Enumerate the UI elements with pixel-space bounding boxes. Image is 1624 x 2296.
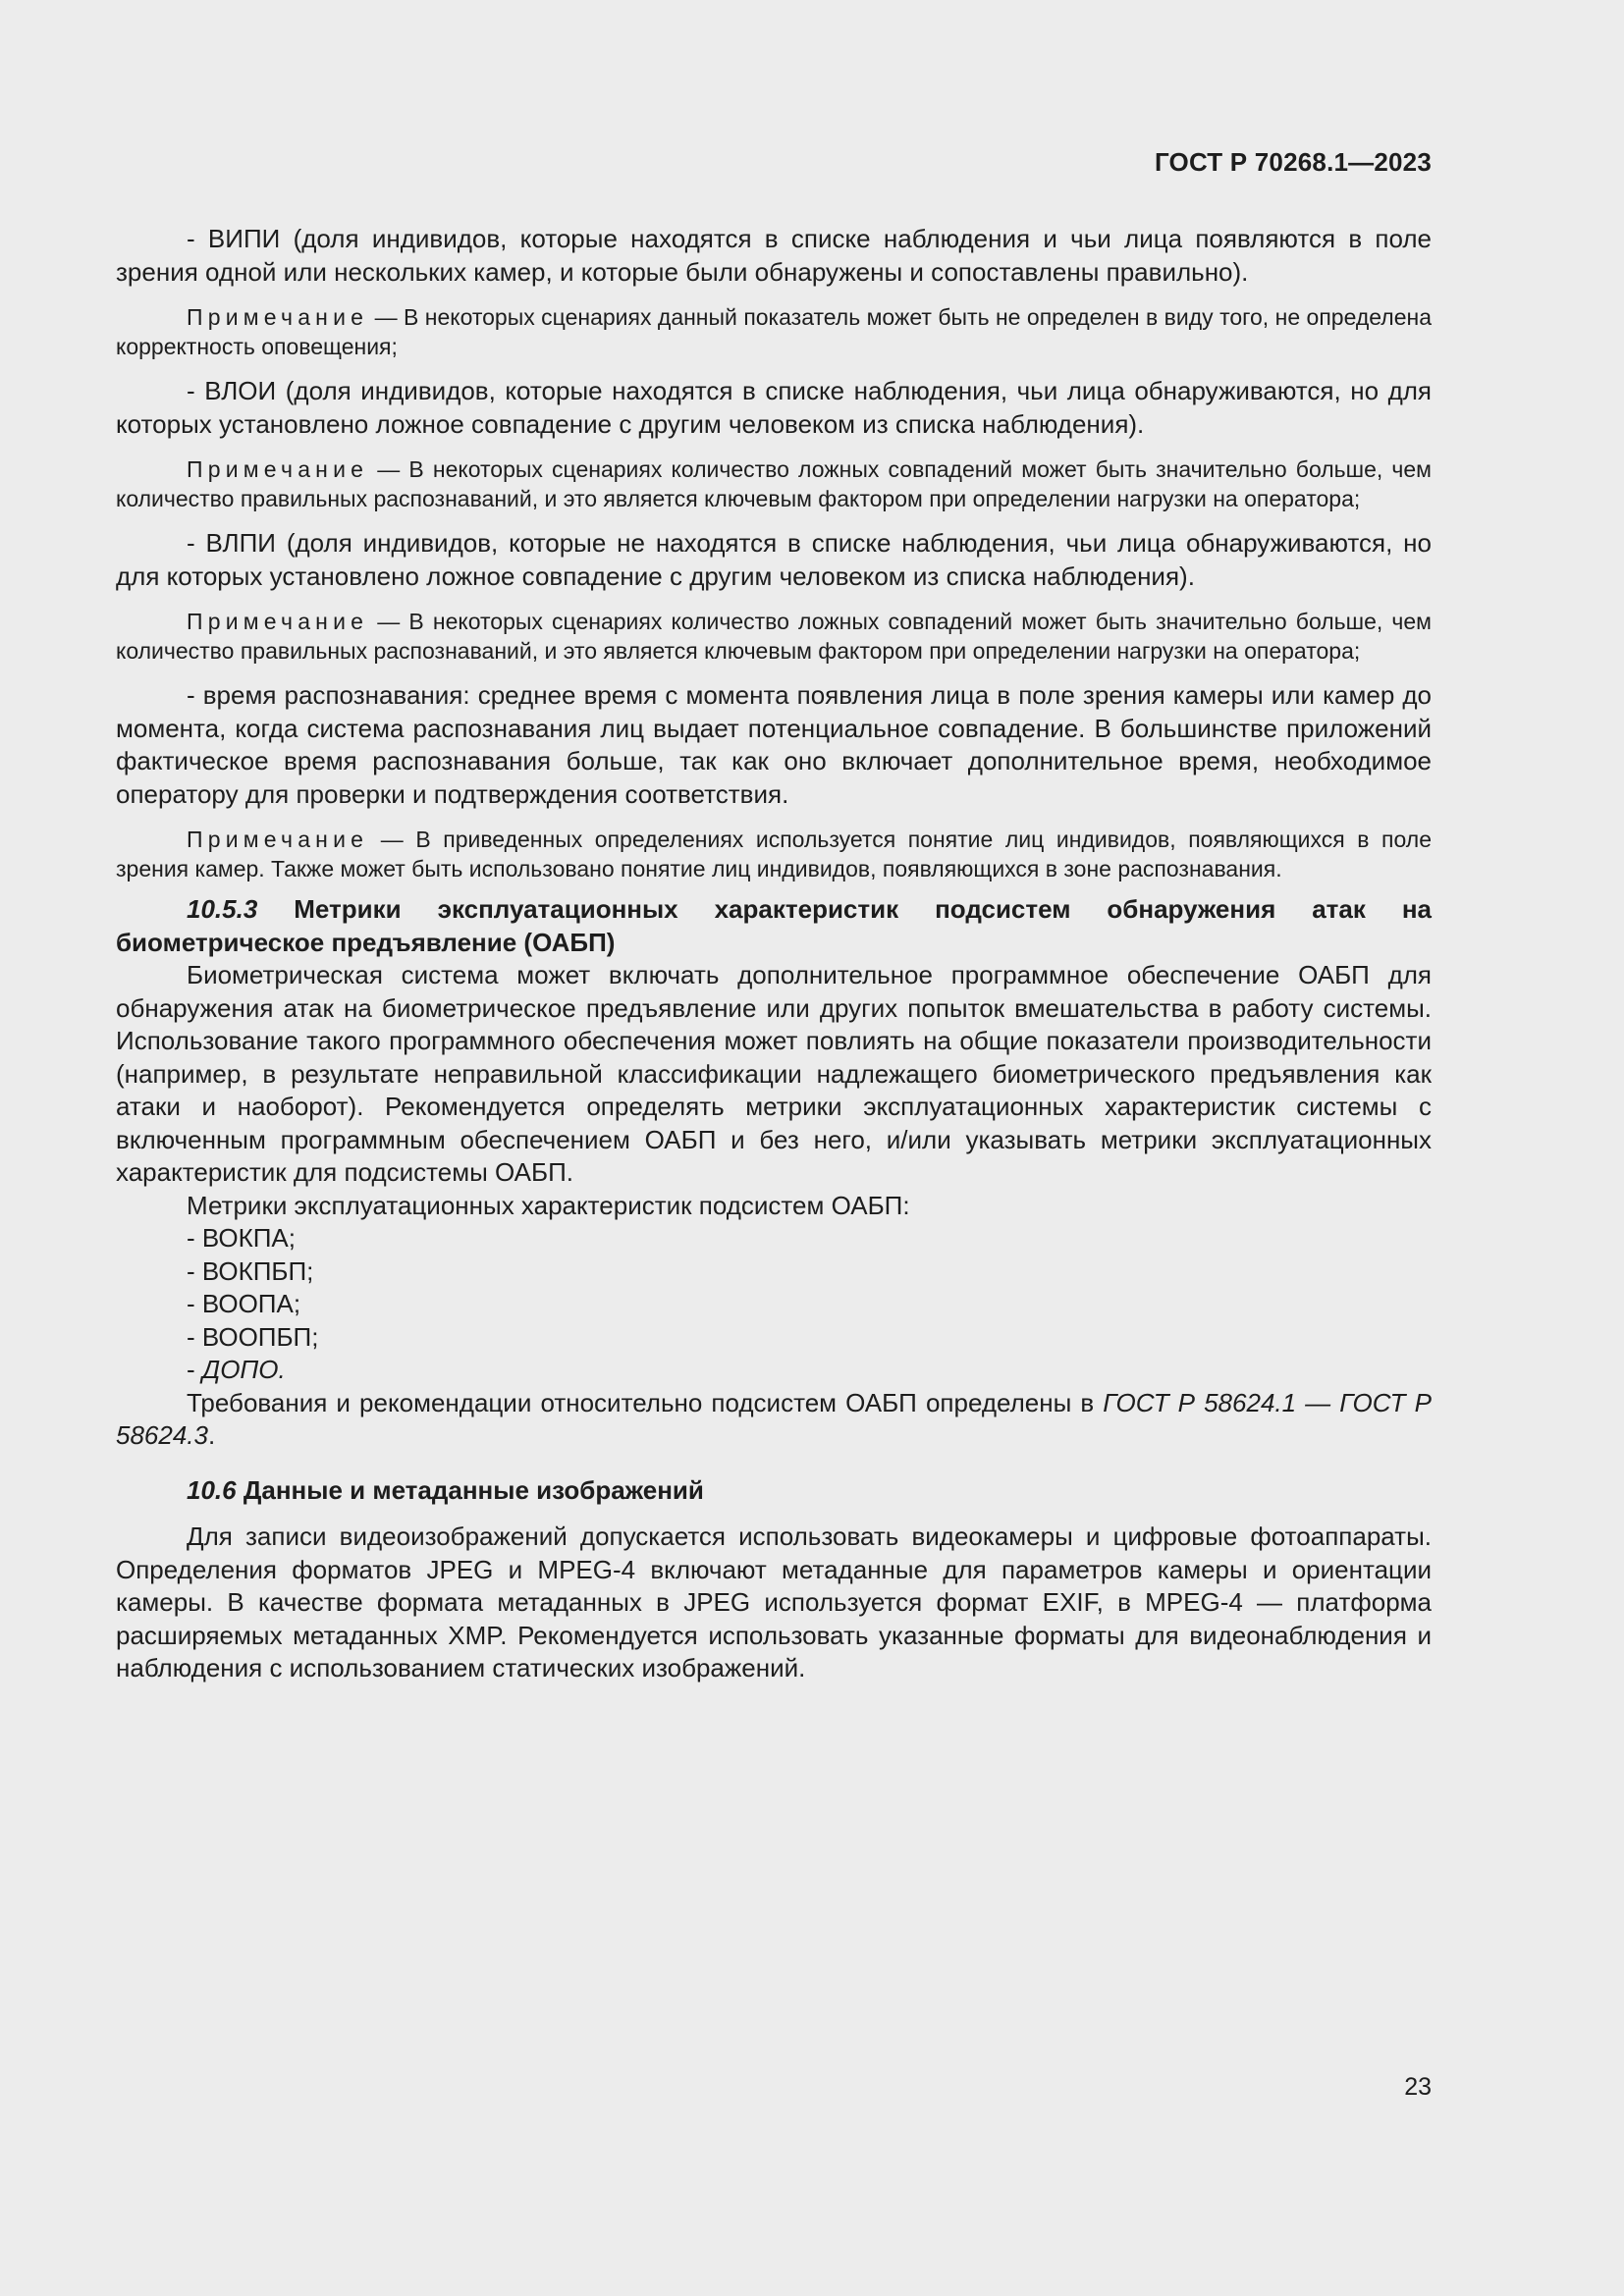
note-2 <box>116 454 1432 513</box>
requirements-text: Требования и рекомендации относительно подсистем ОАБП определены в <box>187 1387 1104 1417</box>
paragraph-image-metadata: Для записи видеоизображений допускается использовать видеокамеры и цифровые фотоаппараты. Определения форматов JPEG и MPEG-4 включают метаданные для параметров камеры и ориентации камеры. В качестве формата метаданных в JPEG используется формат EXIF, в MPEG-4 — платформа расширяемых метаданных XMP. Рекомендуется использовать указанные форматы для видеонаблюдения и наблюдения с использованием статических изображений. <box>116 1522 1432 1682</box>
section-heading-10-5-3 <box>116 893 1432 959</box>
note-text: — В приведенных определениях используется понятие лиц индивидов, появляющихся в поле зрения камер. Также может быть использовано понятие лиц индивидов, появляющихся в зоне распознавания. <box>116 827 1433 881</box>
paragraph-recognition-time: - время распознавания: среднее время с момента появления лица в поле зрения камеры или камер до момента, когда система распознавания лиц выдает потенциальное совпадение. В большинстве приложений фактическое время распознавания больше, так как оно включает дополнительное время, необходимое оператору для проверки и подтверждения соответствия. <box>116 680 1432 809</box>
list-item: - ВОКПА; <box>187 1223 296 1253</box>
list-item <box>116 1354 1432 1387</box>
section-title: Метрики эксплуатационных характеристик подсистем обнаружения атак на биометрическое предъявление (ОАБП) <box>116 894 1432 957</box>
oabp-metrics-list <box>116 1222 1432 1387</box>
paragraph-vloi: - ВЛОИ (доля индивидов, которые находятся в списке наблюдения, чьи лица обнаруживаются, но для которых установлено ложное совпадение с другим человеком из списка наблюдения). <box>116 376 1432 439</box>
section-heading-10-6 <box>116 1474 1432 1508</box>
paragraph-oabp-requirements <box>116 1387 1432 1453</box>
section-number: 10.6 <box>187 1474 237 1505</box>
list-item: - ВОКПБП; <box>187 1255 314 1286</box>
note-3 <box>116 607 1432 666</box>
note-label: Примечание <box>187 304 369 330</box>
requirements-end: . <box>207 1420 216 1450</box>
paragraph-oabp-metrics-lead: Метрики эксплуатационных характеристик подсистем ОАБП: <box>187 1190 910 1220</box>
page-content <box>116 223 1432 1685</box>
document-header: ГОСТ Р 70268.1—2023 <box>1154 147 1432 177</box>
note-label: Примечание <box>187 456 369 482</box>
list-item: - ВООПА; <box>187 1289 301 1318</box>
note-label: Примечание <box>187 609 369 634</box>
note-4 <box>116 825 1432 883</box>
standard-reference: ГОСТ Р 58624.1 — ГОСТ Р 58624.3 <box>116 1387 1432 1450</box>
list-item: - ВООПБП; <box>187 1321 319 1352</box>
note-text: — В некоторых сценариях количество ложных совпадений может быть значительно больше, чем количество правильных распознаваний, и это является ключевым фактором при определении нагрузки на оператора; <box>116 609 1432 664</box>
list-text: ДОПО. <box>201 1355 286 1384</box>
paragraph-vlpi: - ВЛПИ (доля индивидов, которые не находятся в списке наблюдения, чьи лица обнаруживаются, но для которых установлено ложное совпадение с другим человеком из списка наблюдения). <box>116 528 1432 591</box>
paragraph-vipi: - ВИПИ (доля индивидов, которые находятся в списке наблюдения и чьи лица появляются в поле зрения одной или нескольких камер, и которые были обнаружены и сопоставлены правильно). <box>116 224 1432 287</box>
note-text: — В некоторых сценариях количество ложных совпадений может быть значительно больше, чем количество правильных распознаваний, и это является ключевым фактором при определении нагрузки на оператора; <box>116 456 1432 511</box>
paragraph-oabp-intro: Биометрическая система может включать дополнительное программное обеспечение ОАБП для обнаружения атак на биометрическое предъявление или других попыток вмешательства в работу системы. Использование такого программного обеспечения может повлиять на общие показатели производительности (например, в результате неправильной классификации надлежащего биометрического предъявления как атаки и наоборот). Рекомендуется определять метрики эксплуатационных характеристик системы с включенным программным обеспечением ОАБП и без него, и/или указывать метрики эксплуатационных характеристик для подсистемы ОАБП. <box>116 960 1432 1187</box>
note-text: — В некоторых сценариях данный показатель может быть не определен в виду того, не определена корректность оповещения; <box>116 304 1433 359</box>
list-dash: - <box>187 1355 202 1384</box>
page-number: 23 <box>1404 2073 1432 2101</box>
section-number: 10.5.3 <box>187 894 258 924</box>
note-label: Примечание <box>187 827 369 852</box>
note-1 <box>116 302 1432 361</box>
section-title: Данные и метаданные изображений <box>243 1474 704 1505</box>
